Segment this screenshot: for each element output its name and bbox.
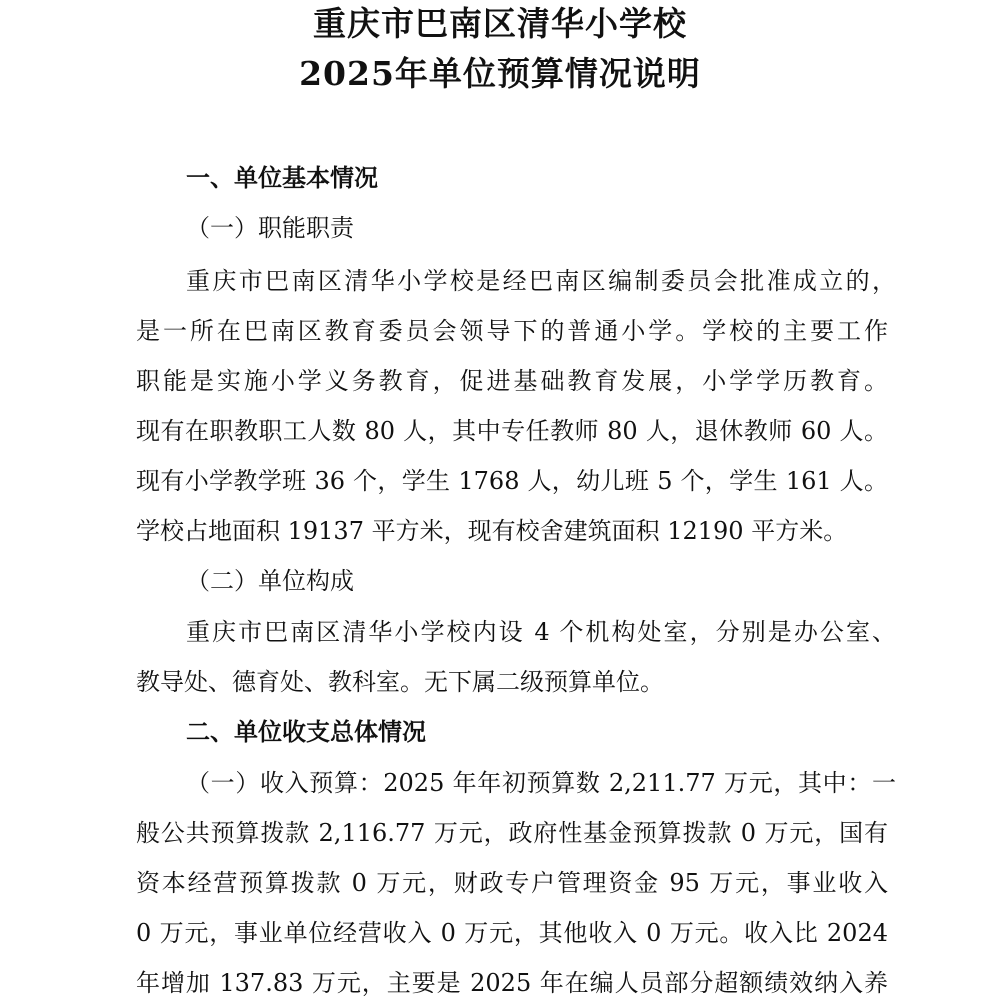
paragraph-line: 般公共预算拨款 2,116.77 万元，政府性基金预算拨款 0 万元，国有 [136, 819, 888, 847]
paragraph-line: 教导处、德育处、教科室。无下属二级预算单位。 [136, 668, 664, 696]
paragraph-line: 现有小学教学班 36 个，学生 1768 人，幼儿班 5 个，学生 161 人。 [136, 467, 888, 495]
paragraph-line: 重庆市巴南区清华小学校内设 4 个机构处室，分别是办公室、 [186, 618, 896, 646]
paragraph-line: 资本经营预算拨款 0 万元，财政专户管理资金 95 万元，事业收入 [136, 869, 888, 897]
paragraph-line: 现有在职教职工人数 80 人，其中专任教师 80 人，退休教师 60 人。 [136, 417, 888, 445]
paragraph-line: （一）收入预算：2025 年年初预算数 2,211.77 万元，其中：一 [186, 769, 896, 797]
section1-heading: 一、单位基本情况 [186, 164, 378, 192]
subsection-composition-heading: （二）单位构成 [186, 567, 354, 595]
document-title-line2: 2025年单位预算情况说明 [299, 54, 701, 93]
section2-heading: 二、单位收支总体情况 [186, 718, 426, 746]
paragraph-line: 学校占地面积 19137 平方米，现有校舍建筑面积 12190 平方米。 [136, 517, 848, 545]
paragraph-line: 重庆市巴南区清华小学校是经巴南区编制委员会批准成立的， [186, 267, 896, 295]
paragraph-line: 年增加 137.83 万元，主要是 2025 年在编人员部分超额绩效纳入养 [136, 969, 888, 997]
document-title-line1: 重庆市巴南区清华小学校 [313, 4, 687, 43]
paragraph-line: 0 万元，事业单位经营收入 0 万元，其他收入 0 万元。收入比 2024 [136, 919, 888, 947]
paragraph-line: 是一所在巴南区教育委员会领导下的普通小学。学校的主要工作 [136, 317, 888, 345]
subsection-functions-heading: （一）职能职责 [186, 214, 354, 242]
paragraph-line: 职能是实施小学义务教育，促进基础教育发展，小学学历教育。 [136, 367, 888, 395]
